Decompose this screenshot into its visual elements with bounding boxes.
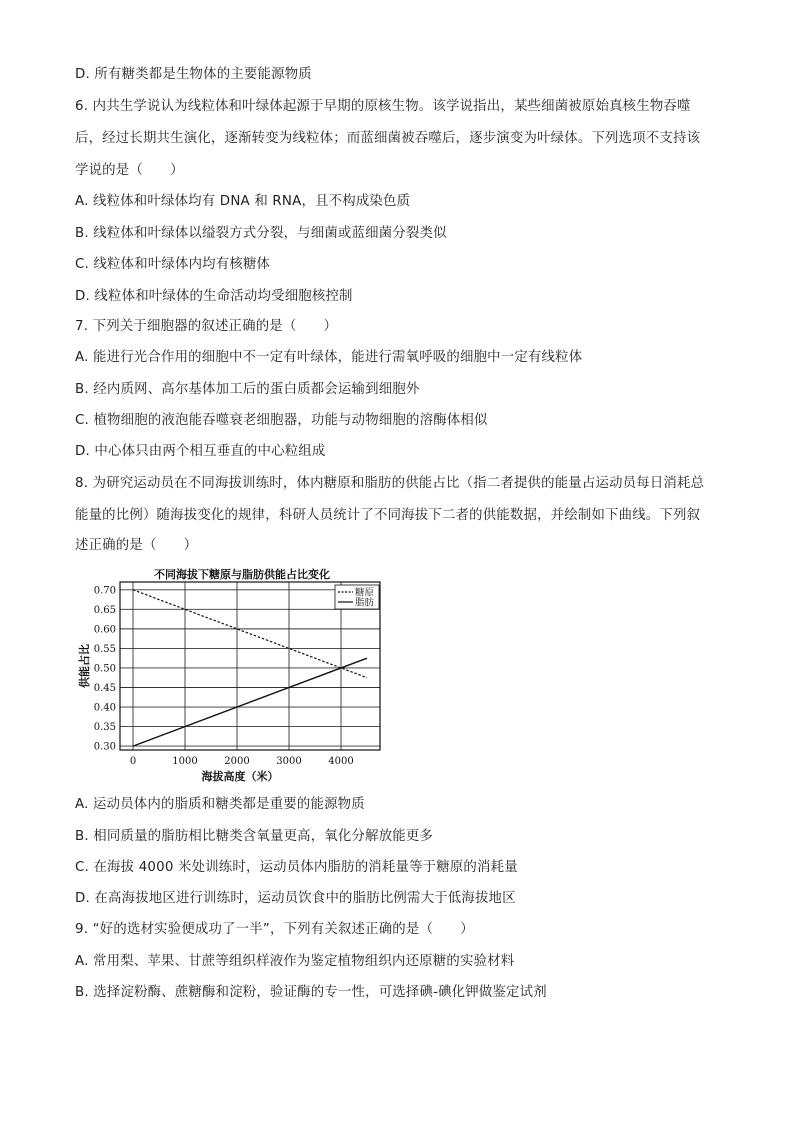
question-7-option-b: B. 经内质网、高尔基体加工后的蛋白质都会运输到细胞外	[75, 382, 420, 397]
question-8-stem-line-3: 述正确的是（ ）	[75, 538, 198, 553]
question-8-stem-line-2: 能量的比例）随海拔变化的规律，科研人员统计了不同海拔下二者的供能数据，并绘制如下曲线。下列叙	[75, 508, 701, 523]
y-tick-label-4: 0.50	[93, 663, 116, 675]
line-0: D. 所有糖类都是生物体的主要能源物质	[75, 67, 312, 82]
x-tick-label-0: 0	[129, 756, 137, 767]
y-tick-label-0: 0.30	[93, 741, 116, 753]
y-tick-label-8: 0.70	[93, 585, 116, 597]
y-tick-label-3: 0.45	[93, 682, 116, 694]
legend-label-糖原: 糖原	[355, 587, 375, 599]
question-8-stem-line-1: 8. 为研究运动员在不同海拔训练时，体内糖原和脂肪的供能占比（指二者提供的能量占运动员每日消耗总	[75, 476, 705, 491]
question-7-option-c: C. 植物细胞的液泡能吞噬衰老细胞器，功能与动物细胞的溶酶体相似	[75, 413, 488, 428]
question-6-option-b: B. 线粒体和叶绿体以缢裂方式分裂，与细菌或蓝细菌分裂类似	[75, 226, 447, 241]
chart-title: 不同海拔下糖原与脂肪供能占比变化	[154, 568, 330, 581]
y-tick-label-5: 0.55	[93, 643, 116, 655]
y-axis-label: 供能占比	[78, 644, 91, 688]
question-6-stem-line-2: 后，经过长期共生演化，逐渐转变为线粒体；而蓝细菌被吞噬后，逐步演变为叶绿体。下列选项不支持该	[75, 131, 701, 146]
question-7-stem: 7. 下列关于细胞器的叙述正确的是（ ）	[75, 319, 338, 334]
chart-svg	[80, 565, 390, 787]
question-8-option-d: D. 在高海拔地区进行训练时，运动员饮食中的脂肪比例需大于低海拔地区	[75, 891, 516, 906]
question-6-option-d: D. 线粒体和叶绿体的生命活动均受细胞核控制	[75, 289, 353, 304]
legend-label-脂肪: 脂肪	[355, 597, 375, 609]
question-8-option-a: A. 运动员体内的脂质和糖类都是重要的能源物质	[75, 797, 365, 812]
series-line-糖原	[133, 590, 367, 678]
y-tick-label-2: 0.40	[93, 702, 116, 714]
question-8-option-b: B. 相同质量的脂肪相比糖类含氧量更高，氧化分解放能更多	[75, 829, 434, 844]
question-7-option-a: A. 能进行光合作用的细胞中不一定有叶绿体，能进行需氧呼吸的细胞中一定有线粒体	[75, 350, 583, 365]
question-9-option-a: A. 常用梨、苹果、甘蔗等组织样液作为鉴定植物组织内还原糖的实验材料	[75, 954, 515, 969]
y-tick-label-1: 0.35	[93, 722, 116, 734]
question-6-option-a: A. 线粒体和叶绿体均有 DNA 和 RNA，且不构成染色质	[75, 194, 411, 209]
question-6-option-c: C. 线粒体和叶绿体内均有核糖体	[75, 257, 271, 272]
question-6-stem-line-1: 6. 内共生学说认为线粒体和叶绿体起源于早期的原核生物。该学说指出，某些细菌被原始真核生物吞噬	[75, 99, 691, 114]
x-tick-label-2: 2000	[224, 756, 250, 767]
y-tick-label-7: 0.65	[93, 604, 116, 616]
x-tick-label-1: 1000	[172, 756, 198, 767]
question-7-option-d: D. 中心体只由两个相互垂直的中心粒组成	[75, 444, 326, 459]
question-6-stem-line-3: 学说的是（ ）	[75, 163, 184, 178]
figure-chart	[80, 565, 390, 787]
x-tick-label-4: 4000	[328, 756, 354, 767]
series-line-脂肪	[133, 658, 367, 746]
x-axis-label: 海拔高度（米）	[201, 770, 279, 783]
question-9-option-b: B. 选择淀粉酶、蔗糖酶和淀粉，验证酶的专一性，可选择碘-碘化钾做鉴定试剂	[75, 985, 547, 1000]
question-8-option-c: C. 在海拔 4000 米处训练时，运动员体内脂肪的消耗量等于糖原的消耗量	[75, 860, 518, 875]
y-tick-label-6: 0.60	[93, 624, 116, 636]
x-tick-label-3: 3000	[276, 756, 302, 767]
question-9-stem: 9. “好的选材实验便成功了一半”，下列有关叙述正确的是（ ）	[75, 922, 474, 937]
